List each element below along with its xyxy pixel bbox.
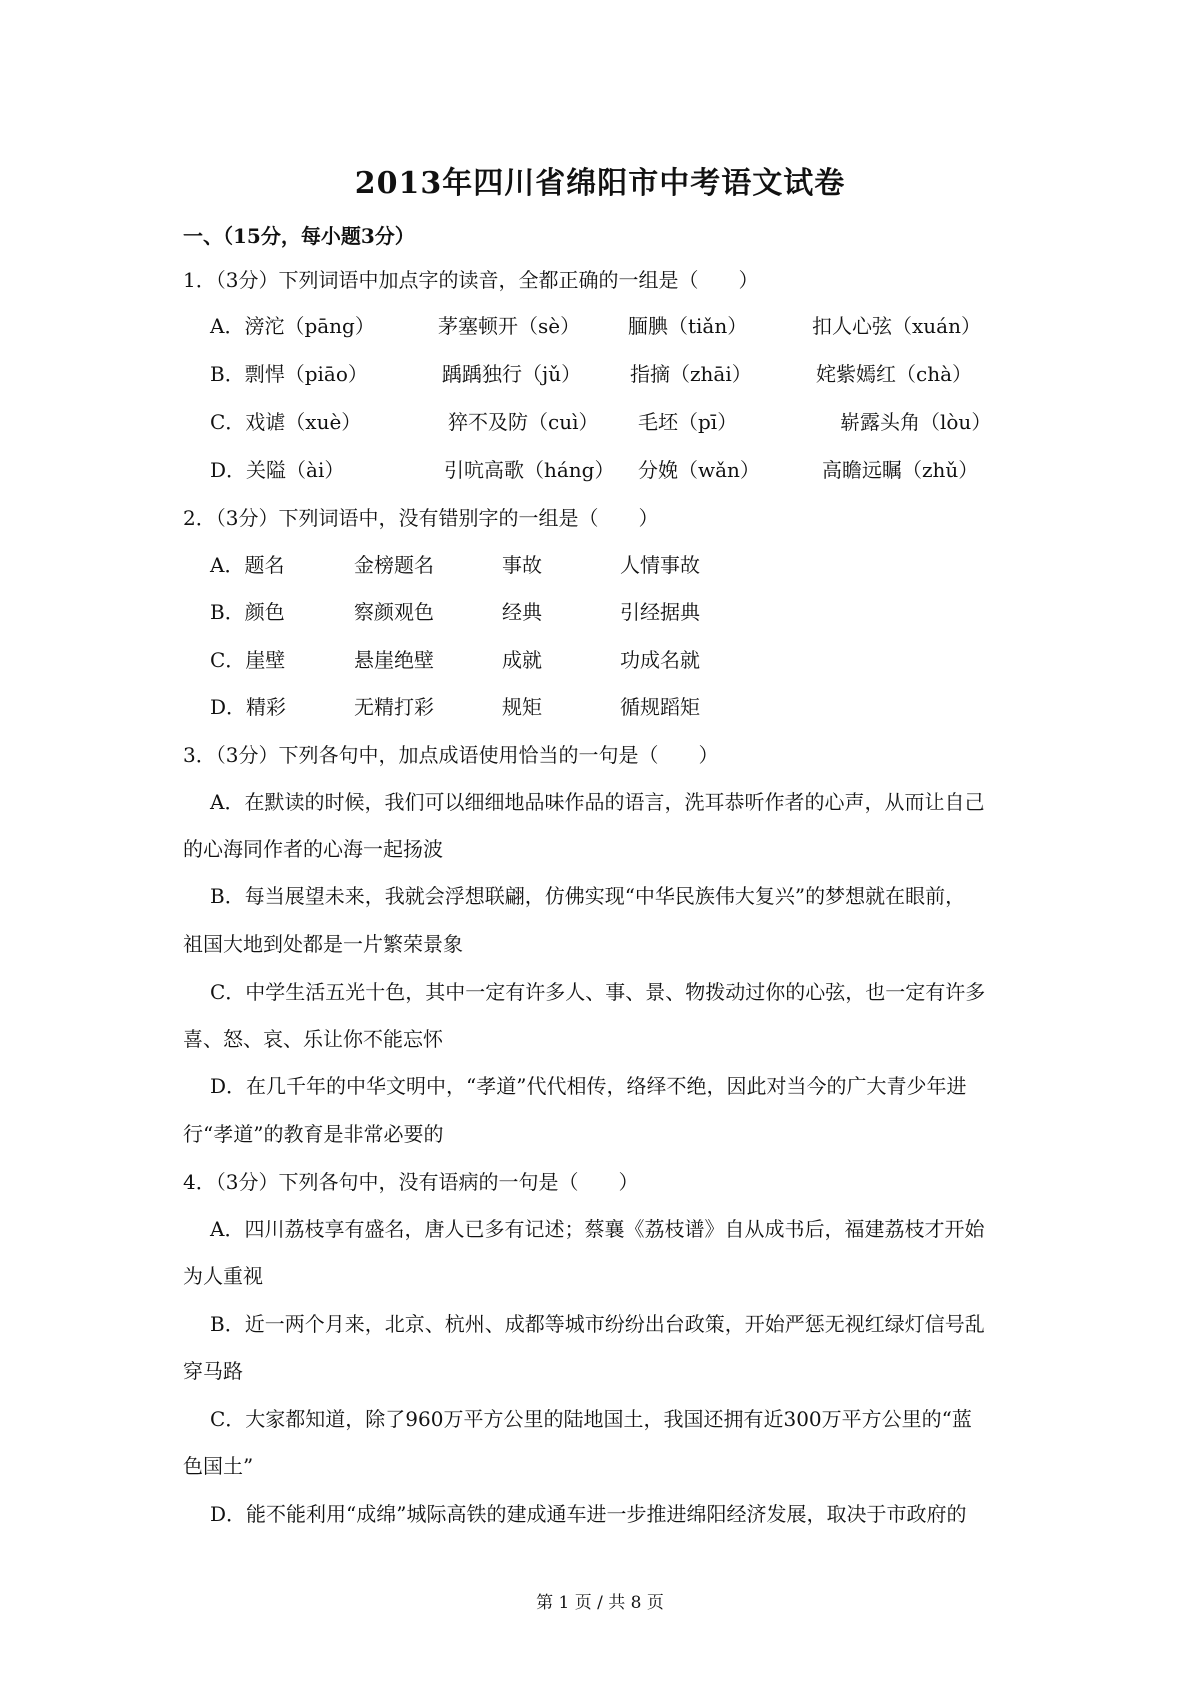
q3-option-a-line-1: A．在默读的时候，我们可以细细地品味作品的语言，洗耳恭听作者的心声，从而让自己 [210, 790, 985, 814]
q4-option-a-line-2: 为人重视 [183, 1264, 263, 1288]
q1-option-c-3: 毛坯（pī） [638, 410, 738, 434]
q1-option-a-4: 扣人心弦（xuán） [812, 314, 981, 338]
q1-option-a-2: 茅塞顿开（sè） [438, 314, 581, 338]
q2-option-a-2: 金榜题名 [354, 553, 434, 577]
q1-option-d-2: 引吭高歌（háng） [444, 458, 615, 482]
q3-option-b-line-2: 祖国大地到处都是一片繁荣景象 [183, 932, 463, 956]
q3-option-b-line-1: B．每当展望未来，我就会浮想联翩，仿佛实现“中华民族伟大复兴”的梦想就在眼前， [210, 884, 966, 908]
q2-option-d-2: 无精打彩 [354, 695, 434, 719]
q2-option-d-4: 循规蹈矩 [620, 695, 700, 719]
q2-option-b-3: 经典 [502, 600, 542, 624]
q4-option-b-line-1: B．近一两个月来，北京、杭州、成都等城市纷纷出台政策，开始严惩无视红绿灯信号乱 [210, 1312, 985, 1336]
q1-option-c-2: 猝不及防（cuì） [448, 410, 599, 434]
q2-option-c-4: 功成名就 [620, 648, 700, 672]
q1-option-a-1: A．滂沱（pāng） [210, 314, 375, 338]
q3-option-c-line-1: C．中学生活五光十色，其中一定有许多人、事、景、物拨动过你的心弦，也一定有许多 [210, 980, 986, 1004]
q4-option-c-line-2: 色国土” [183, 1454, 254, 1478]
q1-option-b-4: 姹紫嫣红（chà） [816, 362, 973, 386]
q2-option-d-3: 规矩 [502, 695, 542, 719]
q2-option-a-1: A．题名 [210, 553, 285, 577]
question-3-stem: 3．（3分）下列各句中，加点成语使用恰当的一句是（ ） [183, 743, 719, 767]
q3-option-d-line-1: D．在几千年的中华文明中，“孝道”代代相传，络绎不绝，因此对当今的广大青少年进 [210, 1074, 967, 1098]
q1-option-b-1: B．剽悍（piāo） [210, 362, 368, 386]
q1-option-d-4: 高瞻远瞩（zhǔ） [822, 458, 979, 482]
q2-option-b-1: B．颜色 [210, 600, 285, 624]
q3-option-a-line-2: 的心海同作者的心海一起扬波 [183, 837, 443, 861]
q2-option-b-2: 察颜观色 [354, 600, 434, 624]
q1-option-b-2: 踽踽独行（jǔ） [442, 362, 582, 386]
q4-option-d-line-1: D．能不能利用“成绵”城际高铁的建成通车进一步推进绵阳经济发展，取决于市政府的 [210, 1502, 967, 1526]
q1-option-b-3: 指摘（zhāi） [630, 362, 752, 386]
q2-option-c-3: 成就 [502, 648, 542, 672]
q4-option-c-line-1: C．大家都知道，除了960万平方公里的陆地国土，我国还拥有近300万平方公里的“蓝 [210, 1407, 972, 1431]
q1-option-c-4: 崭露头角（lòu） [840, 410, 992, 434]
q2-option-c-1: C．崖壁 [210, 648, 286, 672]
section-heading: 一、（15分，每小题3分） [183, 224, 415, 248]
q3-option-c-line-2: 喜、怒、哀、乐让你不能忘怀 [183, 1027, 443, 1051]
q2-option-a-4: 人情事故 [620, 553, 700, 577]
q2-option-b-4: 引经据典 [620, 600, 700, 624]
q3-option-d-line-2: 行“孝道”的教育是非常必要的 [183, 1122, 444, 1146]
q4-option-b-line-2: 穿马路 [183, 1359, 243, 1383]
page-title: 2013年四川省绵阳市中考语文试卷 [354, 166, 846, 201]
q1-option-a-3: 腼腆（tiǎn） [628, 314, 748, 338]
question-2-stem: 2．（3分）下列词语中，没有错别字的一组是（ ） [183, 506, 659, 530]
q1-option-d-3: 分娩（wǎn） [638, 458, 760, 482]
page-footer: 第 1 页 / 共 8 页 [536, 1593, 664, 1613]
q2-option-d-1: D．精彩 [210, 695, 287, 719]
question-4-stem: 4．（3分）下列各句中，没有语病的一句是（ ） [183, 1170, 639, 1194]
q1-option-c-1: C．戏谑（xuè） [210, 410, 362, 434]
question-1-stem: 1．（3分）下列词语中加点字的读音，全都正确的一组是（ ） [183, 268, 759, 292]
q4-option-a-line-1: A．四川荔枝享有盛名，唐人已多有记述；蔡襄《荔枝谱》自从成书后，福建荔枝才开始 [210, 1217, 985, 1241]
q2-option-c-2: 悬崖绝壁 [354, 648, 434, 672]
q2-option-a-3: 事故 [502, 553, 542, 577]
q1-option-d-1: D．关隘（ài） [210, 458, 345, 482]
